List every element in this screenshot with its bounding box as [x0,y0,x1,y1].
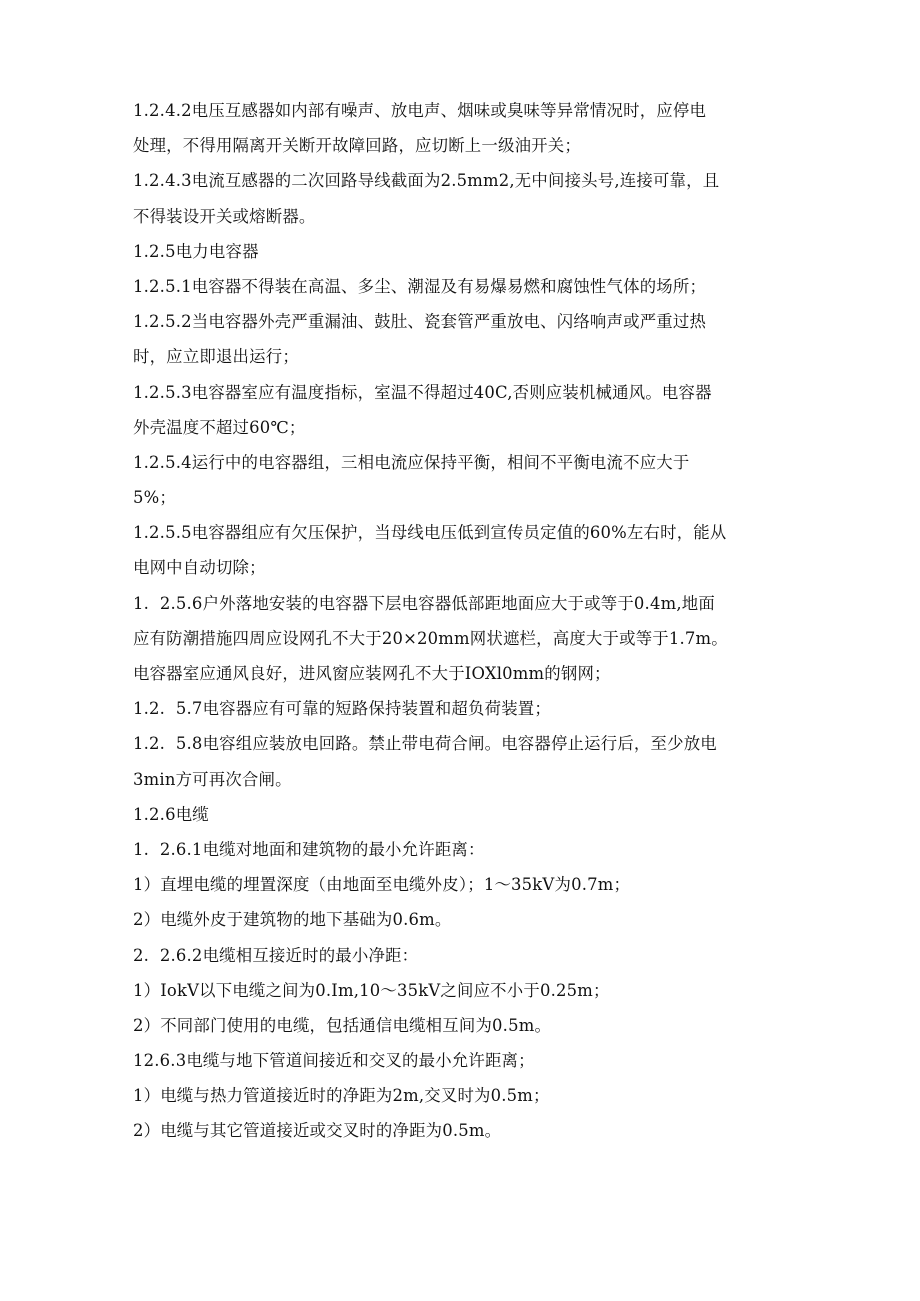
text-line: 1.2. 5.8电容组应装放电回路。禁止带电荷合闸。电容器停止运行后，至少放电 [133,734,717,754]
text-line: 1.2.5.4运行中的电容器组，三相电流应保持平衡，相间不平衡电流不应大于 [133,452,690,472]
text-line: 1.2.4.3电流互感器的二次回路导线截面为2.5mm2,无中间接头号,连接可靠，且 [133,171,720,191]
text-line: 应有防潮措施四周应设网孔不大于20×20mm网状遮栏，高度大于或等于1.7m。 [133,628,728,648]
text-line: 5%； [133,488,176,508]
text-line: 1.2.4.2电压互感器如内部有噪声、放电声、烟味或臭味等异常情况时，应停电 [133,101,707,120]
text-line: 2）电缆外皮于建筑物的地下基础为0.6m。 [133,910,452,930]
text-line: 3min方可再次合闸。 [133,769,292,789]
document-body [133,93,798,1149]
text-line: 1.2.5.5电容器组应有欠压保护，当母线电压低到宣传员定值的60%左右时，能从 [133,523,727,543]
text-line: 处理，不得用隔离开关断开故障回路，应切断上一级油开关； [133,136,581,156]
text-line: 时，应立即退出运行； [133,347,299,367]
text-line: 1.2.5.1电容器不得装在高温、多尘、潮湿及有易爆易燃和腐蚀性气体的场所； [133,276,707,296]
text-line: 2）不同部门使用的电缆，包括通信电缆相互间为0.5m。 [133,1015,552,1035]
text-line: 2. 2.6.2电缆相互接近时的最小净距： [133,945,419,965]
text-line: 1）电缆与热力管道接近时的净距为2m,交叉时为0.5m； [133,1086,550,1106]
text-line: 1.2. 5.7电容器应有可靠的短路保持装置和超负荷装置； [133,699,551,719]
text-line: 1. 2.5.6户外落地安装的电容器下层电容器低部距地面应大于或等于0.4m,地面 [133,593,715,613]
text-line: 12.6.3电缆与地下管道间接近和交叉的最小允许距离； [133,1051,535,1071]
text-line: 1.2.5.3电容器室应有温度指标，室温不得超过40C,否则应装机械通风。电容器 [133,382,712,402]
text-line: 1）直埋电缆的埋置深度（由地面至电缆外皮）；1～35kV为0.7m； [133,875,631,895]
text-line: 1）IokV以下电缆之间为0.Im,10～35kV之间应不小于0.25m； [133,980,610,1000]
text-line: 2）电缆与其它管道接近或交叉时的净距为0.5m。 [133,1121,502,1141]
text-line: 电容器室应通风良好，进风窗应装网孔不大于IOXl0mm的钢网； [133,664,611,683]
text-line: 外壳温度不超过60℃； [133,417,306,437]
section-heading: 1.2.6电缆 [133,804,209,824]
text-line: 电网中自动切除； [133,558,266,578]
text-line: 不得装设开关或熔断器。 [133,206,316,226]
text-line: 1. 2.6.1电缆对地面和建筑物的最小允许距离： [133,839,485,859]
section-heading: 1.2.5电力电容器 [133,241,259,261]
text-line: 1.2.5.2当电容器外壳严重漏油、鼓肚、瓷套管严重放电、闪络响声或严重过热 [133,312,707,332]
